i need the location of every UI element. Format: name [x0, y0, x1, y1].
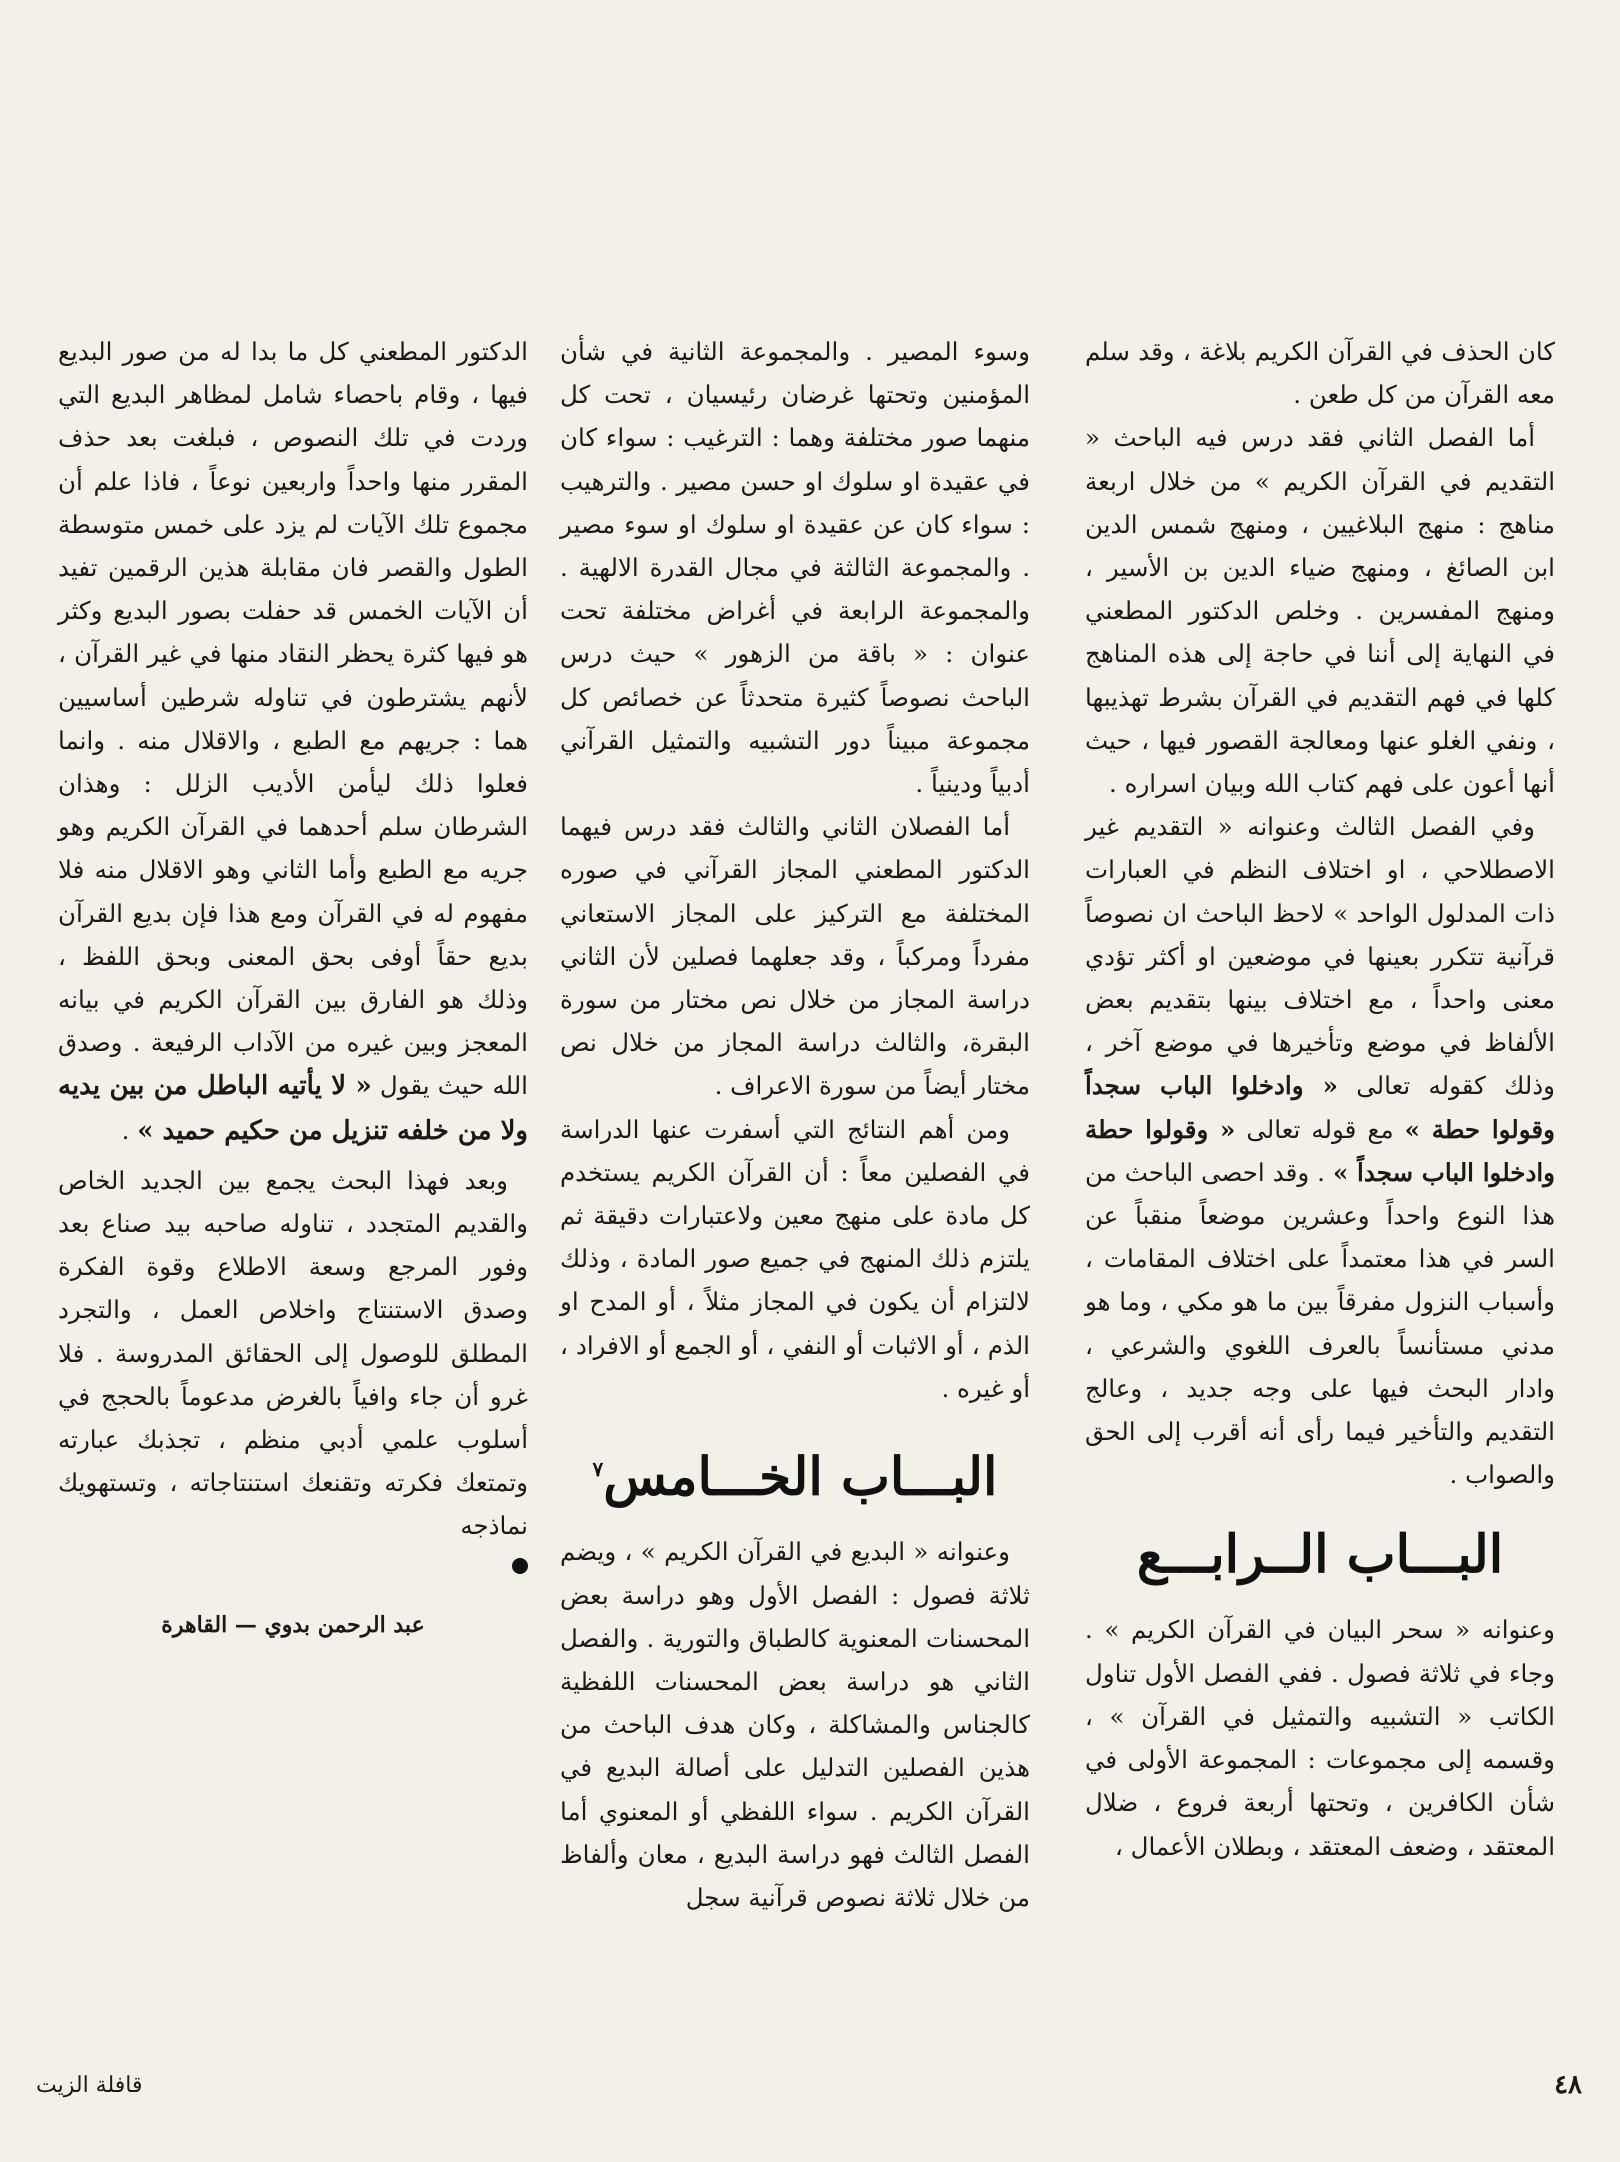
paragraph: وعنوانه « سحر البيان في القرآن الكريم » . وجاء في ثلاثة فصول . ففي الفصل الأول تناول الكاتب « التشبيه والتمثيل في القرآن » ، وقسمه إلى مجموعات : المجموعة الأولى في شأن الكافرين ، وتحتها أربعة فروع ، ضلال المعتقد ، وضعف المعتقد ، وبطلان الأعمال ، — [1085, 1615, 1555, 1861]
section-heading-text: البـــاب الخـــامس — [603, 1446, 998, 1508]
paragraph: ومن أهم النتائج التي أسفرت عنها الدراسة في الفصلين معاً : أن القرآن الكريم يستخدم كل مادة على منهج معين ولاعتبارات دقيقة ثم يلتزم ذلك المنهج في جميع صور المادة ، وذلك لالتزام أن يكون في المجاز مثلاً ، أو المدح او الذم ، أو الاثبات أو النفي ، أو الجمع أو الافراد ، أو غيره . — [560, 1114, 1030, 1403]
paragraph: أما الفصل الثاني فقد درس فيه الباحث « التقديم في القرآن الكريم » من خلال اربعة مناهج : منهج البلاغيين ، ومنهج شمس الدين ابن الصائغ ، ومنهج ضياء الدين بن الأسير ، ومنهج المفسرين . وخلص الدكتور المطعني في النهاية إلى أننا في حاجة إلى هذه المناهج كلها في فهم التقديم في القرآن بشرط تهذيبها ، ونفي الغلو عنها ومعالجة القصور فيها ، حيث أنها أعون على فهم كتاب الله وبيان اسراره . — [1085, 423, 1555, 799]
paragraph-text: الدكتور المطعني كل ما بدا له من صور البديع فيها ، وقام باحصاء شامل لمظاهر البديع التي وردت في تلك النصوص ، فبلغت بعد حذف المقرر منها واحداً واربعين نوعاً ، فاذا علم أن مجموع تلك الآيات لم يزد على خمس متوسطة الطول والقصر فان مقابلة هذين الرقمين تفيد أن الآيات الخمس قد حفلت بصور البديع وكثر هو فيها كثرة يحظر النقاد منها في غير القرآن ، لأنهم يشترطون في تناوله شرطين أساسيين هما : جريهم مع الطبع ، والاقلال منه . وانما فعلوا ذلك ليأمن الأديب الزلل : وهذان الشرطان سلم أحدهما في القرآن الكريم وهو جريه مع الطبع وأما الثاني وهو الاقلال منه فلا مفهوم له في القرآن ومع هذا فإن بديع القرآن بديع حقاً أوفى بحق المعنى وبحق اللفظ ، وذلك هو الفارق بين القرآن الكريم في بيانه المعجز وبين غيره من الآداب الرفيعة . وصدق الله حيث يقول — [58, 337, 528, 1101]
quran-quote: « وقولوا حطة وادخلوا الباب سجداً » — [1085, 1114, 1555, 1187]
section-heading: البـــاب الــرابـــع — [1136, 1524, 1504, 1586]
column-left — [58, 330, 528, 1647]
column-right — [1085, 330, 1555, 1868]
author-signature: عبد الرحمن بدوي — القاهرة — [161, 1611, 425, 1638]
section-heading-mark: ٧ — [592, 1457, 604, 1482]
paragraph: وبعد فهذا البحث يجمع بين الجديد الخاص والقديم المتجدد ، تناوله صاحبه بيد صناع بعد وفور المرجع وسعة الاطلاع وقوة الفكرة وصدق الاستنتاج واخلاص العمل ، والتجرد المطلق للوصول إلى الحقائق المدروسة . فلا غرو أن جاء وافياً بالغرض مدعوماً بالحجج في أسلوب علمي أدبي منظم ، تجذبك عبارته وتمتعك فكرته وتقنعك استنتاجاته ، وتستهويك نماذجه — [58, 1165, 528, 1541]
paragraph-text: وفي الفصل الثالث وعنوانه « التقديم غير الاصطلاحي ، او اختلاف النظم في العبارات ذات المدلول الواحد » لاحظ الباحث ان نصوصاً قرآنية تتكرر بعينها في موضعين او أكثر تؤدي معنى واحداً ، مع اختلاف بينها بتقديم بعض الألفاظ في موضع وتأخيرها في موضع آخر ، وذلك كقوله تعالى — [1085, 812, 1555, 1101]
section-heading — [560, 1434, 1030, 1512]
end-mark — [512, 1558, 528, 1574]
paragraph-text: . — [121, 1115, 138, 1145]
paragraph — [58, 330, 528, 1153]
quran-quote: « وادخلوا الباب سجداً وقولوا حطة » — [1085, 1071, 1555, 1144]
magazine-name: قافلة الزيت — [36, 2073, 143, 2098]
paragraph-text: مع قوله تعالى — [1246, 1114, 1394, 1144]
paragraph: وعنوانه « البديع في القرآن الكريم » ، ويضم ثلاثة فصول : الفصل الأول وهو دراسة بعض المحسنات المعنوية كالطباق والتورية . والفصل الثاني هو دراسة بعض المحسنات اللفظية كالجناس والمشاكلة ، وكان هدف الباحث من هذين الفصلين التدليل على أصالة البديع في القرآن الكريم . سواء اللفظي أو المعنوي أما الفصل الثالث فهو دراسة البديع ، معان وألفاظ من خلال ثلاثة نصوص قرآنية سجل — [560, 1537, 1030, 1913]
paragraph: وسوء المصير . والمجموعة الثانية في شأن المؤمنين وتحتها غرضان رئيسيان ، تحت كل منهما صور مختلفة وهما : الترغيب : سواء كان في عقيدة او سلوك او حسن مصير . والترهيب : سواء كان عن عقيدة او سلوك او سوء مصير . والمجموعة الثالثة في مجال القدرة الالهية . والمجموعة الرابعة في أغراض مختلفة تحت عنوان : « باقة من الزهور » حيث درس الباحث نصوصاً كثيرة متحدثاً عن خصائص كل مجموعة مبيناً دور التشبيه والتمثيل القرآني أدبياً ودينياً . — [560, 337, 1030, 799]
column-middle — [560, 330, 1030, 1919]
paragraph: كان الحذف في القرآن الكريم بلاغة ، وقد سلم معه القرآن من كل طعن . — [1085, 337, 1555, 410]
page-number: ٤٨ — [1554, 2070, 1582, 2100]
paragraph-text: . وقد احصى الباحث من هذا النوع واحداً وعشرين موضعاً منقباً عن السر في هذا معتمداً على اختلاف المقامات ، وأسباب النزول مفرقاً بين ما هو مكي ، وما هو مدني مستأنساً بالعرف اللغوي والشرعي ، وادار البحث فيها على وجه جديد ، وعالج التقديم والتأخير فيما رأى أنه أقرب إلى الحق والصواب . — [1085, 1157, 1555, 1490]
paragraph: أما الفصلان الثاني والثالث فقد درس فيهما الدكتور المطعني المجاز القرآني في صوره المختلفة مع التركيز على المجاز الاستعاني مفرداً ومركباً ، وقد جعلهما فصلين لأن الثاني دراسة المجاز من خلال نص مختار من سورة البقرة، والثالث دراسة المجاز من خلال نص مختار أيضاً من سورة الاعراف . — [560, 812, 1030, 1101]
quran-quote: « لا يأتيه الباطل من بين يديه ولا من خلفه تنزيل من حكيم حميد » — [58, 1071, 528, 1146]
paragraph — [1085, 805, 1555, 1496]
